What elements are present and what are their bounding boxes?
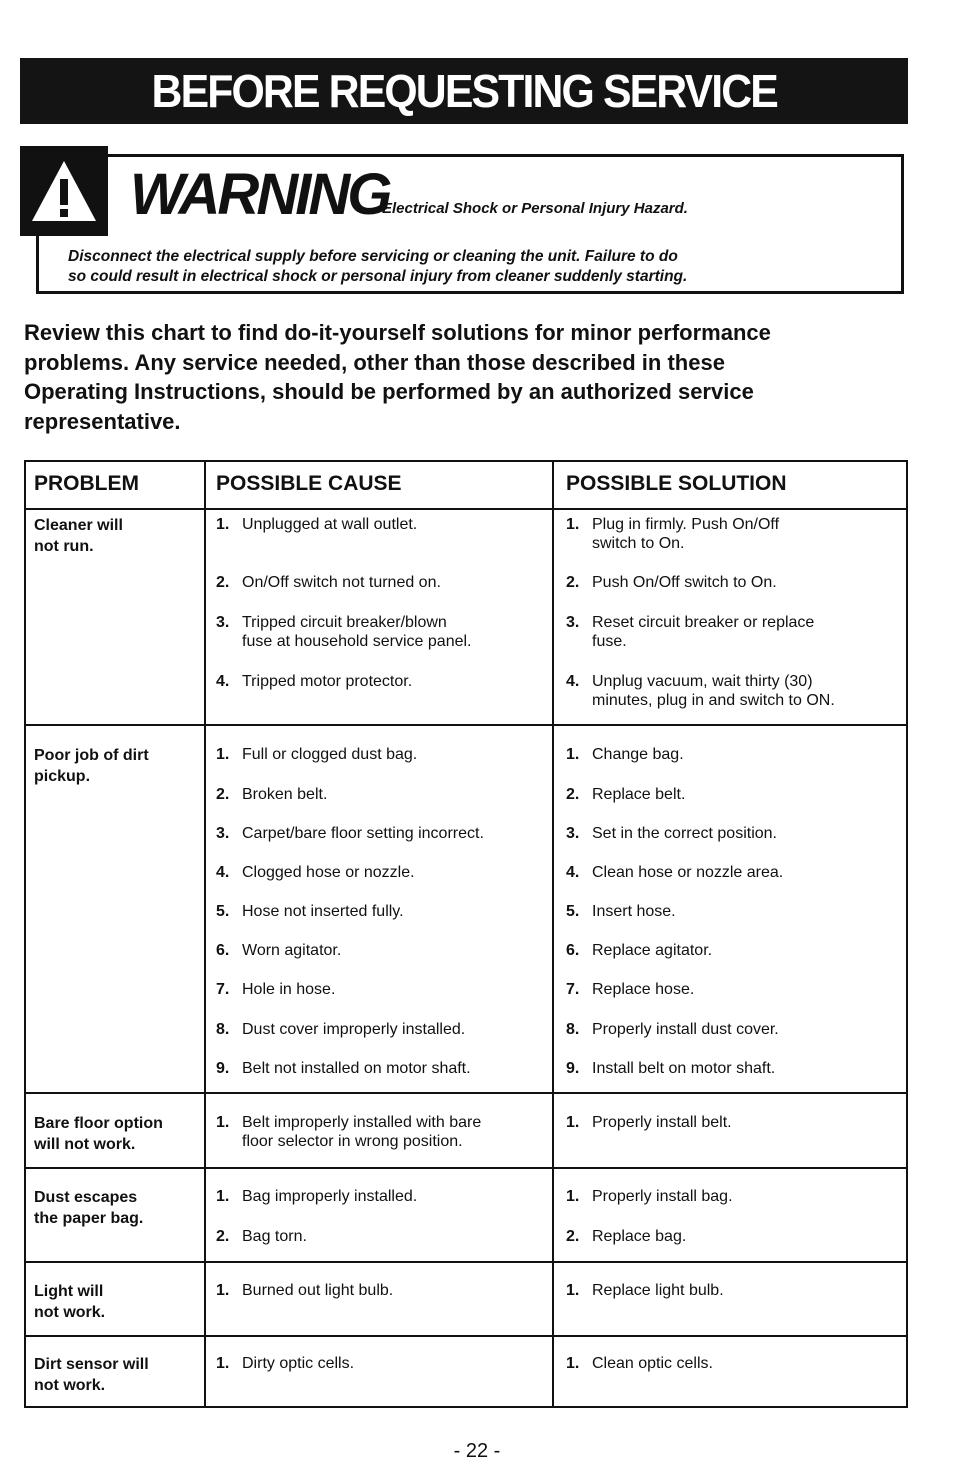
cause-item [216, 1227, 307, 1246]
item-number: 4. [566, 673, 580, 690]
cause-item [216, 863, 415, 882]
header-cause: POSSIBLE CAUSE [216, 472, 402, 495]
cause-item [216, 1059, 471, 1078]
item-number: 1. [566, 1188, 580, 1205]
item-text: Broken belt. [242, 786, 328, 803]
item-number: 2. [566, 1228, 580, 1245]
item-number: 1. [566, 1355, 580, 1372]
item-text: Insert hose. [592, 903, 676, 920]
solution-item [566, 1020, 779, 1039]
cause-item [216, 1281, 393, 1300]
problem-cell: Poor job of dirt pickup. [34, 747, 149, 785]
item-text: Full or clogged dust bag. [242, 746, 418, 763]
solution-item [566, 941, 712, 960]
item-number: 1. [566, 1114, 580, 1131]
item-number: 6. [566, 942, 580, 959]
item-number: 1. [216, 746, 230, 763]
item-number: 7. [566, 981, 580, 998]
item-text: Belt not installed on motor shaft. [242, 1060, 471, 1077]
item-text: Unplug vacuum, wait thirty (30) minutes, plug in and switch to ON. [592, 673, 835, 709]
item-number: 2. [216, 786, 230, 803]
solution-item [566, 1187, 733, 1206]
item-number: 9. [216, 1060, 230, 1077]
solution-item [566, 824, 777, 843]
item-number: 3. [566, 825, 580, 842]
item-number: 1. [566, 516, 580, 533]
intro-paragraph [24, 318, 894, 436]
problem-cell: Cleaner will not run. [34, 517, 123, 555]
cause-item [216, 573, 441, 592]
item-number: 8. [216, 1021, 230, 1038]
warning-triangle-icon [28, 155, 100, 227]
item-number: 9. [566, 1060, 580, 1077]
warning-text [68, 247, 888, 287]
warning-icon-block [20, 146, 108, 236]
item-text: Tripped motor protector. [242, 673, 413, 690]
column-divider [552, 460, 554, 1408]
cause-item [216, 785, 327, 804]
item-text: Dust cover improperly installed. [242, 1021, 466, 1038]
item-text: Replace belt. [592, 786, 686, 803]
header-solution: POSSIBLE SOLUTION [566, 472, 787, 495]
item-number: 3. [216, 825, 230, 842]
item-text: Bag improperly installed. [242, 1188, 418, 1205]
cause-item [216, 1187, 417, 1206]
item-number: 4. [216, 864, 230, 881]
cause-item [216, 515, 417, 534]
item-number: 6. [216, 942, 230, 959]
item-text: Bag torn. [242, 1228, 307, 1245]
item-text: Hole in hose. [242, 981, 336, 998]
problem-cell: Light will not work. [34, 1283, 106, 1321]
item-text: Carpet/bare floor setting incorrect. [242, 825, 484, 842]
cause-item [216, 980, 335, 999]
item-text: Clean hose or nozzle area. [592, 864, 784, 881]
item-number: 8. [566, 1021, 580, 1038]
page-number: - 22 - [453, 1440, 501, 1462]
row-divider [24, 724, 908, 726]
cause-item [216, 1354, 354, 1373]
item-number: 2. [216, 574, 230, 591]
solution-item [566, 1281, 724, 1300]
item-number: 1. [216, 1114, 230, 1131]
item-text: Belt improperly installed with bare floor selector in wrong position. [242, 1114, 482, 1150]
header-problem: PROBLEM [34, 472, 139, 495]
header-divider [24, 508, 908, 510]
solution-item [566, 785, 685, 804]
intro-line: representative. [24, 408, 181, 434]
item-text: Plug in firmly. Push On/Off switch to On. [592, 516, 780, 552]
cause-item [216, 1113, 481, 1151]
warning-text-line: so could result in electrical shock or personal injury from cleaner suddenly starting. [68, 268, 688, 285]
warning-heading: WARNING [130, 162, 390, 227]
item-number: 4. [566, 864, 580, 881]
item-text: Push On/Off switch to On. [592, 574, 777, 591]
item-text: Replace hose. [592, 981, 695, 998]
item-text: Unplugged at wall outlet. [242, 516, 418, 533]
row-divider [24, 1092, 908, 1094]
item-text: Burned out light bulb. [242, 1282, 394, 1299]
title-banner [20, 58, 908, 124]
warning-subtitle: Electrical Shock or Personal Injury Hazard. [382, 200, 688, 217]
item-number: 2. [216, 1228, 230, 1245]
item-text: On/Off switch not turned on. [242, 574, 441, 591]
row-divider [24, 1335, 908, 1337]
page-title: BEFORE REQUESTING SERVICE [151, 65, 777, 117]
item-text: Replace light bulb. [592, 1282, 724, 1299]
cause-item [216, 672, 412, 691]
item-text: Set in the correct position. [592, 825, 777, 842]
intro-line: Review this chart to find do-it-yourself solutions for minor performance [24, 320, 771, 345]
item-number: 2. [566, 574, 580, 591]
warning-text-line: Disconnect the electrical supply before servicing or cleaning the unit. Failure to do [68, 248, 678, 265]
problem-cell: Dirt sensor will not work. [34, 1356, 149, 1394]
problem-cell: Dust escapes the paper bag. [34, 1189, 144, 1227]
solution-item [566, 1354, 713, 1373]
solution-item [566, 1113, 732, 1132]
solution-item [566, 745, 684, 764]
solution-item [566, 980, 694, 999]
cause-item [216, 1020, 465, 1039]
item-text: Clogged hose or nozzle. [242, 864, 415, 881]
problem-cell: Bare floor option will not work. [34, 1115, 163, 1153]
column-divider [204, 460, 206, 1408]
troubleshooting-table [24, 460, 908, 1408]
intro-line: Operating Instructions, should be performed by an authorized service [24, 379, 754, 404]
cause-item [216, 613, 471, 651]
item-text: Replace agitator. [592, 942, 713, 959]
solution-item [566, 1059, 775, 1078]
row-divider [24, 1167, 908, 1169]
solution-item [566, 672, 835, 710]
item-number: 5. [216, 903, 230, 920]
item-text: Replace bag. [592, 1228, 687, 1245]
item-text: Properly install dust cover. [592, 1021, 779, 1038]
item-text: Clean optic cells. [592, 1355, 713, 1372]
item-text: Worn agitator. [242, 942, 342, 959]
solution-item [566, 613, 814, 651]
solution-item [566, 863, 783, 882]
solution-item [566, 515, 779, 553]
solution-item [566, 1227, 686, 1246]
row-divider [24, 1261, 908, 1263]
item-text: Reset circuit breaker or replace fuse. [592, 614, 815, 650]
cause-item [216, 941, 341, 960]
item-text: Tripped circuit breaker/blown fuse at household service panel. [242, 614, 472, 650]
item-text: Properly install belt. [592, 1114, 732, 1131]
item-text: Hose not inserted fully. [242, 903, 404, 920]
item-number: 2. [566, 786, 580, 803]
item-number: 4. [216, 673, 230, 690]
item-number: 1. [566, 746, 580, 763]
item-number: 1. [216, 1355, 230, 1372]
item-number: 1. [216, 516, 230, 533]
item-number: 3. [216, 614, 230, 631]
item-number: 1. [566, 1282, 580, 1299]
cause-item [216, 824, 484, 843]
item-number: 5. [566, 903, 580, 920]
solution-item [566, 902, 676, 921]
intro-line: problems. Any service needed, other than those described in these [24, 349, 725, 375]
item-text: Properly install bag. [592, 1188, 733, 1205]
item-number: 1. [216, 1282, 230, 1299]
cause-item [216, 902, 404, 921]
item-number: 3. [566, 614, 580, 631]
item-text: Dirty optic cells. [242, 1355, 355, 1372]
item-text: Install belt on motor shaft. [592, 1060, 776, 1077]
item-number: 7. [216, 981, 230, 998]
solution-item [566, 573, 777, 592]
item-text: Change bag. [592, 746, 684, 763]
item-number: 1. [216, 1188, 230, 1205]
cause-item [216, 745, 417, 764]
